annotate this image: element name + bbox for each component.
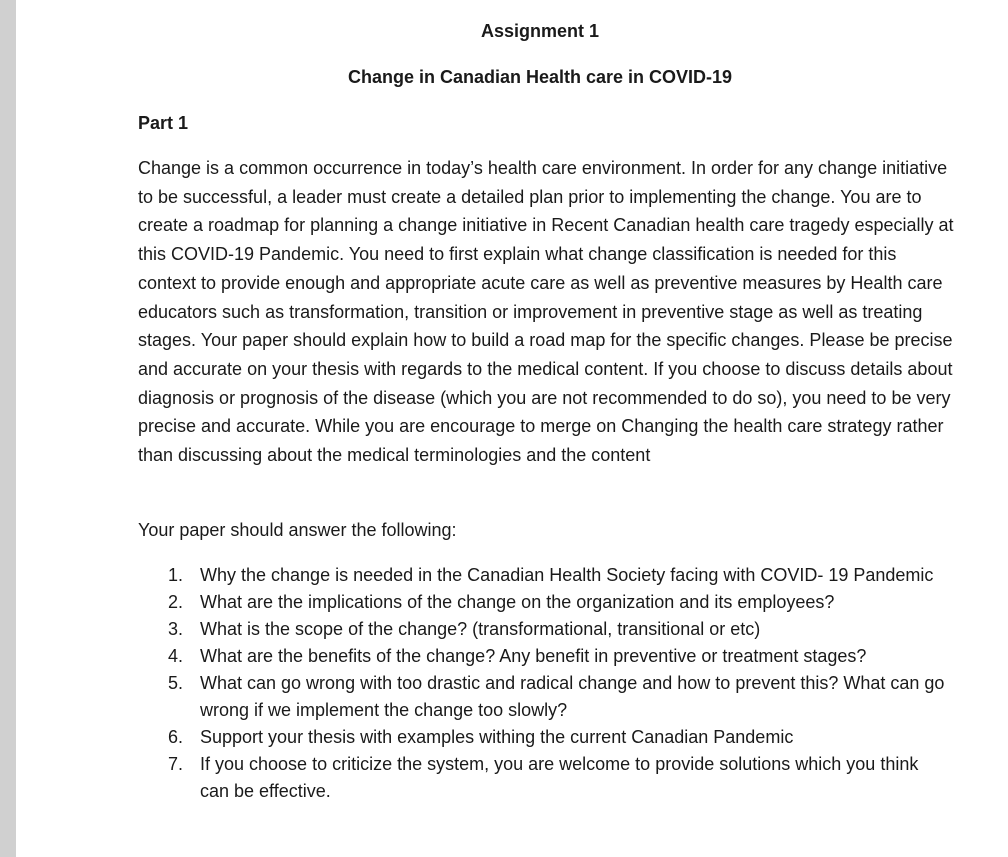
list-item-number: 1. [168, 565, 184, 585]
list-item-text: What are the implications of the change on the organization and its employees? [200, 592, 835, 612]
list-item [168, 751, 948, 805]
part-heading: Part 1 [138, 113, 189, 133]
list-item-number: 7. [168, 754, 184, 774]
list-item [168, 589, 948, 616]
list-item-text: What can go wrong with too drastic and radical change and how to prevent this? What can go wrong if we implement the change too slowly? [200, 673, 945, 720]
document-title: Assignment 1 [480, 21, 600, 41]
body-paragraph: Change is a common occurrence in today’s health care environment. In order for any change initiative to be successful, a leader must create a detailed plan prior to implementing the change. You are to create a roadmap for planning a change initiative in Recent Canadian health care tragedy especially at this COVID-19 Pandemic. You need to first explain what change classification is needed for this context to provide enough and appropriate acute care as well as preventive measures by Health care educators such as transformation, transition or improvement in preventive stage as well as treating stages. Your paper should explain how to build a road map for the specific changes. Please be precise and accurate on your thesis with regards to the medical content. If you choose to discuss details about diagnosis or prognosis of the disease (which you are not recommended to do so), you need to be very precise and accurate. While you are encourage to merge on Changing the health care strategy rather than discussing about the medical terminologies and the content [138, 158, 954, 466]
list-item [168, 724, 948, 751]
list-item-number: 6. [168, 727, 184, 747]
list-item-number: 5. [168, 673, 184, 693]
list-item-number: 2. [168, 592, 184, 612]
document-page [16, 0, 1008, 857]
question-list [168, 562, 948, 805]
list-item [168, 616, 948, 643]
list-item-text: What are the benefits of the change? Any benefit in preventive or treatment stages? [200, 646, 867, 666]
list-item-number: 3. [168, 619, 184, 639]
list-item-number: 4. [168, 646, 184, 666]
list-item [168, 562, 948, 589]
list-item-text: Why the change is needed in the Canadian Health Society facing with COVID- 19 Pandemic [200, 565, 934, 585]
list-intro: Your paper should answer the following: [138, 520, 457, 540]
window-left-edge [0, 0, 16, 857]
list-item-text: Support your thesis with examples withing the current Canadian Pandemic [200, 727, 794, 747]
document-subtitle: Change in Canadian Health care in COVID-19 [347, 67, 733, 87]
list-item [168, 670, 948, 724]
list-item [168, 643, 948, 670]
list-item-text: If you choose to criticize the system, you are welcome to provide solutions which you think can be effective. [200, 754, 919, 801]
list-item-text: What is the scope of the change? (transformational, transitional or etc) [200, 619, 761, 639]
